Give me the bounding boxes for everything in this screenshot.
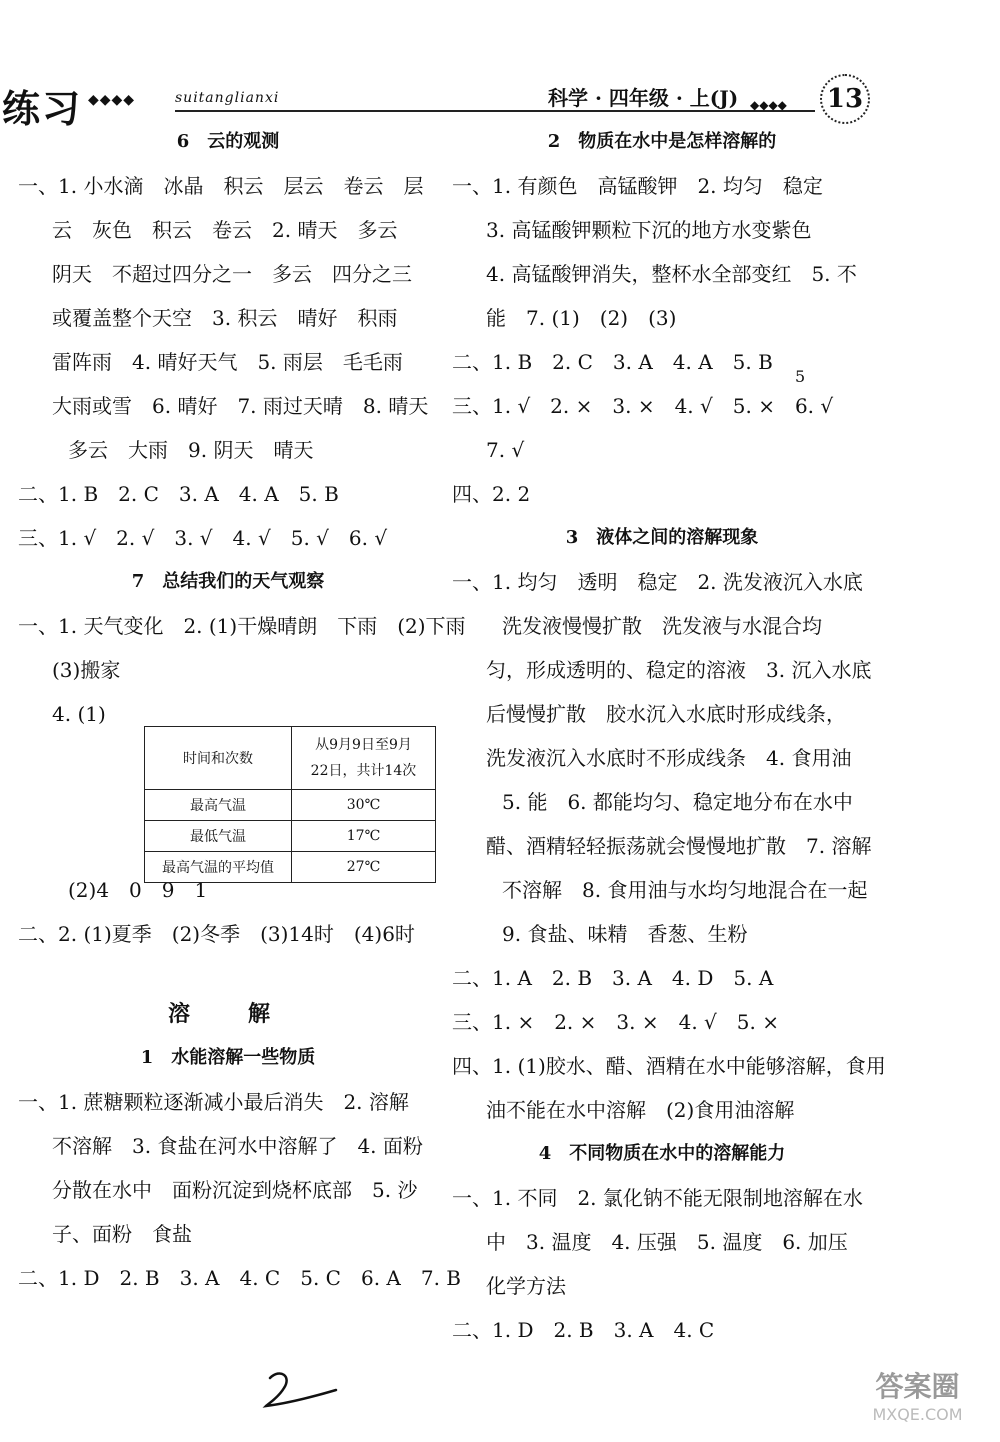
unit-title: 溶 解	[167, 1001, 288, 1027]
page-number: 13	[820, 74, 870, 124]
answer-line: 二、1. D 2. B 3. A 4. C	[452, 1318, 715, 1342]
answer-line: 匀，形成透明的、稳定的溶液 3. 沉入水底	[486, 658, 872, 682]
answer-line: 分散在水中 面粉沉淀到烧杯底部 5. 沙	[52, 1178, 418, 1202]
handwritten-mark: 5	[795, 367, 806, 386]
section-title: 6 云的观测	[176, 131, 280, 152]
section-title: 3 液体之间的溶解现象	[565, 527, 759, 548]
answer-line: 3. 高锰酸钾颗粒下沉的地方水变紫色	[486, 218, 812, 242]
answer-line: 不溶解 3. 食盐在河水中溶解了 4. 面粉	[52, 1134, 423, 1158]
header-title: 练习	[2, 86, 83, 131]
answer-line: 大雨或雪 6. 晴好 7. 雨过天晴 8. 晴天	[52, 394, 429, 418]
answer-line: 雷阵雨 4. 晴好天气 5. 雨层 毛毛雨	[52, 350, 403, 374]
answer-line: 三、1. × 2. × 3. × 4. √ 5. ×	[452, 1010, 779, 1034]
answer-line: 油不能在水中溶解 (2)食用油溶解	[486, 1098, 795, 1122]
answer-line: 四、1. (1)胶水、醋、酒精在水中能够溶解，食用	[452, 1054, 886, 1078]
table-cell-line: 22日，共计14次	[310, 763, 417, 779]
answer-line: 一、1. 均匀 透明 稳定 2. 洗发液沉入水底	[452, 570, 863, 594]
answer-line: 多云 大雨 9. 阴天 晴天	[68, 438, 314, 462]
answer-line: 四、2. 2	[452, 482, 531, 506]
answer-line: 后慢慢扩散 胶水沉入水底时形成线条，	[486, 702, 846, 726]
table-cell: 17℃	[292, 821, 436, 852]
answer-line: (2)4 0 9 1	[68, 878, 208, 902]
answer-line: 或覆盖整个天空 3. 积云 晴好 积雨	[52, 306, 398, 330]
answer-line: 二、1. B 2. C 3. A 4. A 5. B	[18, 482, 339, 506]
table-cell: 最低气温	[145, 821, 292, 852]
table-cell-line: 从9月9日至9月	[315, 737, 412, 753]
answer-line: 洗发液慢慢扩散 洗发液与水混合均	[502, 614, 822, 638]
answer-line: (3)搬家	[52, 658, 121, 682]
header-pinyin: suitanglianxi	[175, 90, 280, 106]
watermark-logo-text: 答案圈	[875, 1370, 960, 1403]
answer-line: 中 3. 温度 4. 压强 5. 温度 6. 加压	[486, 1230, 848, 1254]
page-header	[0, 70, 1000, 131]
watermark	[840, 1365, 995, 1424]
table-row	[145, 727, 436, 790]
answer-line: 二、1. D 2. B 3. A 4. C 5. C 6. A 7. B	[18, 1266, 461, 1290]
answer-line: 9. 食盐、味精 香葱、生粉	[502, 922, 748, 946]
answer-line: 一、1. 天气变化 2. (1)干燥晴朗 下雨 (2)下雨	[18, 614, 466, 638]
answer-line: 一、1. 有颜色 高锰酸钾 2. 均匀 稳定	[452, 174, 823, 198]
answer-line: 云 灰色 积云 卷云 2. 晴天 多云	[52, 218, 398, 242]
table-row	[145, 852, 436, 883]
answer-line: 二、1. B 2. C 3. A 4. A 5. B	[452, 350, 773, 374]
answer-line: 醋、酒精轻轻振荡就会慢慢地扩散 7. 溶解	[486, 834, 872, 858]
section-title: 1 水能溶解一些物质	[140, 1047, 316, 1068]
answer-line: 5. 能 6. 都能均匀、稳定地分布在水中	[502, 790, 853, 814]
table-row	[145, 821, 436, 852]
answer-line: 二、2. (1)夏季 (2)冬季 (3)14时 (4)6时	[18, 922, 415, 946]
answer-line: 子、面粉 食盐	[52, 1222, 192, 1246]
right-column	[452, 120, 886, 1352]
answer-line: 三、1. √ 2. √ 3. √ 4. √ 5. √ 6. √	[18, 526, 388, 550]
section-title: 2 物质在水中是怎样溶解的	[547, 131, 777, 152]
answer-line: 4. (1)	[52, 702, 106, 726]
answer-line: 不溶解 8. 食用油与水均匀地混合在一起	[502, 878, 868, 902]
answer-line: 能 7. (1) (2) (3)	[486, 306, 677, 330]
weather-table	[144, 726, 436, 883]
table-cell: 最高气温	[145, 790, 292, 821]
answer-line: 一、1. 不同 2. 氯化钠不能无限制地溶解在水	[452, 1186, 863, 1210]
table-row	[145, 790, 436, 821]
answer-line: 化学方法	[486, 1274, 566, 1298]
header-diamonds-left: ◆◆◆◆	[88, 92, 136, 108]
answer-line: 二、1. A 2. B 3. A 4. D 5. A	[452, 966, 774, 990]
table-cell: 30℃	[292, 790, 436, 821]
table-cell: 最高气温的平均值	[145, 852, 292, 883]
header-diamonds-right: ◆◆◆◆	[750, 98, 787, 112]
answer-line: 4. 高锰酸钾消失，整杯水全部变红 5. 不	[486, 262, 857, 286]
table-cell: 27℃	[292, 852, 436, 883]
answer-line: 洗发液沉入水底时不形成线条 4. 食用油	[486, 746, 852, 770]
table-cell: 时间和次数	[145, 727, 292, 790]
answer-line: 一、1. 小水滴 冰晶 积云 层云 卷云 层	[18, 174, 424, 198]
section-title: 7 总结我们的天气观察	[131, 571, 325, 592]
answer-line: 一、1. 蔗糖颗粒逐渐减小最后消失 2. 溶解	[18, 1090, 409, 1114]
answer-line: 7. √	[486, 438, 525, 462]
table-cell	[292, 727, 436, 790]
watermark-url: MXQE.COM	[872, 1405, 963, 1424]
answer-line: 阴天 不超过四分之一 多云 四分之三	[52, 262, 412, 286]
handwritten-scribble	[262, 1370, 342, 1410]
answer-line: 三、1. √ 2. × 3. × 4. √ 5. × 6. √	[452, 394, 834, 418]
section-title: 4 不同物质在水中的溶解能力	[538, 1143, 786, 1164]
header-subject: 科学 · 四年级 · 上(J)	[548, 86, 739, 110]
left-column	[18, 120, 466, 1300]
